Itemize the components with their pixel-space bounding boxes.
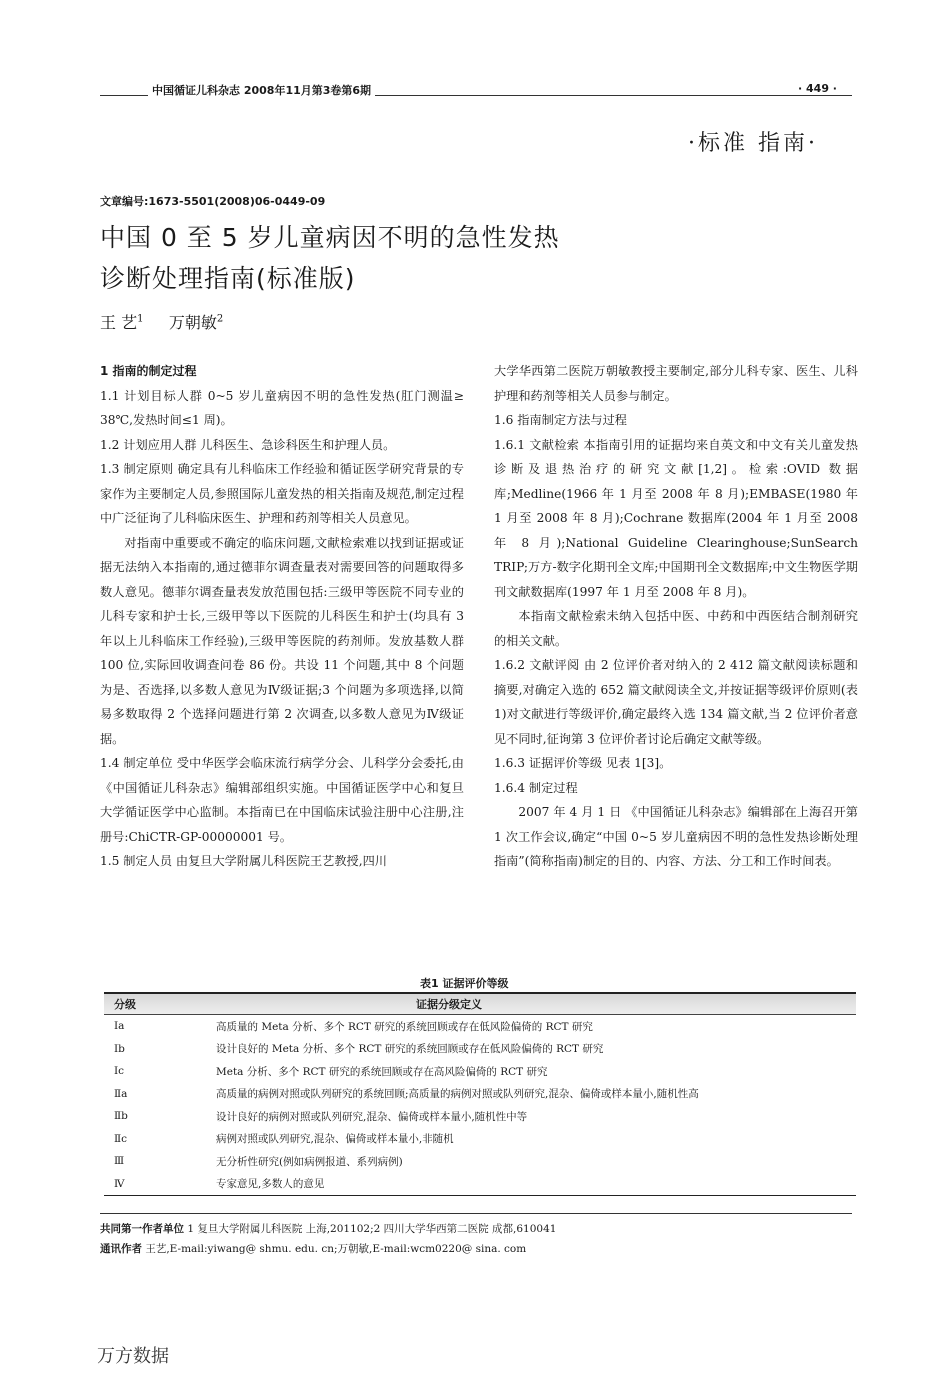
author-affiliation-mark: 1 <box>137 313 144 325</box>
definition-cell: 高质量的 Meta 分析、多个 RCT 研究的系统回顾或存在低风险偏倚的 RCT 研究 <box>216 1020 593 1033</box>
author-name: 王 艺 <box>100 313 138 332</box>
grade-cell: Ⅲ <box>114 1155 125 1168</box>
right-text-column <box>494 359 858 874</box>
table-header-row <box>104 994 856 1015</box>
article-title-line1: 中国 0 至 5 岁儿童病因不明的急性发热 <box>100 223 560 252</box>
affiliation-footnote <box>100 1221 556 1236</box>
paragraph: 大学华西第二医院万朝敏教授主要制定,部分儿科专家、医生、儿科护理和药剂等相关人员参与制定。 <box>494 364 858 403</box>
author-name: 万朝敏 <box>168 313 217 332</box>
definition-cell: 专家意见,多数人的意见 <box>216 1178 325 1191</box>
paragraph: 对指南中重要或不确定的临床问题,文献检索难以找到证据或证据无法纳入本指南的,通过德菲尔调查量表对需要回答的问题取得多数人意见。德菲尔调查量表发放范围包括:三级甲等医院不同专业的儿科专家和护士长,三级甲等以下医院的儿科医生和护士(均具有 3 年以上儿科临床工作经验),三级甲等医院的药剂师。发放基数人群 100 位,实际回收调查问卷 86 份。共设 11 个问题,其中 8 个问题为是、否选择,以多数人意见为Ⅳ级证据;3 个问题为多项选择,以简易多数取得 2 个选择问题进行第 2 次调查,以多数人意见为Ⅳ级证据。 <box>100 535 464 746</box>
table-row <box>104 1015 856 1038</box>
author-affiliation-mark: 2 <box>216 313 224 325</box>
table-row <box>104 1038 856 1061</box>
correspondence-text: 王艺,E-mail:yiwang@ shmu. edu. cn;万朝敏,E-mail:wcm0220@ sina. com <box>142 1243 527 1255</box>
paragraph: 2007 年 4 月 1 日 《中国循证儿科杂志》编辑部在上海召开第 1 次工作会议,确定“中国 0~5 岁儿童病因不明的急性发热诊断处理指南”(简称指南)制定的目的、内容、方法、分工和工作时间表。 <box>494 805 858 868</box>
paragraph: 1.4 制定单位 受中华医学会临床流行病学分会、儿科学分会委托,由《中国循证儿科杂志》编辑部组织实施。中国循证医学中心和复旦大学循证医学中心监制。本指南已在中国临床试验注册中心注册,注册号:ChiCTR-GP-00000001 号。 <box>100 756 464 844</box>
footnote-rule <box>100 1213 852 1214</box>
table-header-definition: 证据分级定义 <box>416 998 482 1011</box>
affiliation-text: 1 复旦大学附属儿科医院 上海,201102;2 四川大学华西第二医院 成都,610041 <box>184 1223 557 1235</box>
table-row <box>104 1173 856 1196</box>
watermark: 万方数据 <box>97 1346 169 1367</box>
paragraph: 1.6.1 文献检索 本指南引用的证据均来自英文和中文有关儿童发热诊断及退热治疗的研究文献[1,2]。检索:OVID 数据库;Medline(1966 年 1 月至 2008 年 8 月);EMBASE(1980 年 1 月至 2008 年 8 月);Cochrane 数据库(2004 年 1 月至 2008 年 8 月);National Guideline Clearinghouse;SunSearch TRIP;万方-数字化期刊全文库;中国期刊全文数据库;中文生物医学期刊文献数据库(1997 年 1 月至 2008 年 8 月)。 <box>494 437 858 599</box>
article-title-line2: 诊断处理指南(标准版) <box>100 264 356 293</box>
paragraph: 1.6.4 制定过程 <box>494 780 578 795</box>
grade-cell: Ⅱb <box>114 1110 128 1123</box>
paragraph: 1.6 指南制定方法与过程 <box>494 413 627 427</box>
table-row <box>104 1105 856 1128</box>
table-body <box>104 1015 856 1195</box>
paragraph: 本指南文献检索未纳入包括中医、中药和中西医结合制剂研究的相关文献。 <box>494 609 858 648</box>
table-header-grade: 分级 <box>114 998 136 1011</box>
affiliation-label: 共同第一作者单位 <box>100 1223 184 1235</box>
grade-cell: Ⅰc <box>114 1065 125 1078</box>
definition-cell: Meta 分析、多个 RCT 研究的系统回顾或存在高风险偏倚的 RCT 研究 <box>216 1065 548 1078</box>
grade-cell: Ⅰa <box>114 1020 125 1033</box>
grade-cell: Ⅰb <box>114 1042 125 1055</box>
definition-cell: 设计良好的病例对照或队列研究,混杂、偏倚或样本量小,随机性中等 <box>216 1110 528 1123</box>
paragraph: 1.6.3 证据评价等级 见表 1[3]。 <box>494 756 672 770</box>
paragraph: 1.3 制定原则 确定具有儿科临床工作经验和循证医学研究背景的专家作为主要制定人员,参照国际儿童发热的相关指南及规范,制定过程中广泛征询了儿科临床医生、护理和药剂等相关人员意见。 <box>100 462 464 525</box>
correspondence-footnote <box>100 1241 526 1256</box>
section-label: ·标准 指南· <box>688 131 818 156</box>
table-row <box>104 1150 856 1173</box>
definition-cell: 高质量的病例对照或队列研究的系统回顾;高质量的病例对照或队列研究,混杂、偏倚或样本量小,随机性高 <box>216 1088 699 1101</box>
page-number: · 449 · <box>798 82 837 95</box>
table-row <box>104 1083 856 1106</box>
section-heading: 1 指南的制定过程 <box>100 364 197 378</box>
paragraph: 1.5 制定人员 由复旦大学附属儿科医院王艺教授,四川 <box>100 854 387 868</box>
grade-cell: Ⅱa <box>114 1087 128 1100</box>
paragraph: 1.1 计划目标人群 0~5 岁儿童病因不明的急性发热(肛门测温≥ 38℃,发热时间≤1 周)。 <box>100 388 464 427</box>
definition-cell: 无分析性研究(例如病例报道、系列病例) <box>216 1155 403 1168</box>
correspondence-label: 通讯作者 <box>100 1243 142 1255</box>
evidence-grade-table <box>104 992 856 1196</box>
grade-cell: Ⅱc <box>114 1132 128 1145</box>
authors <box>100 310 223 333</box>
article-number: 文章编号:1673-5501(2008)06-0449-09 <box>100 195 326 208</box>
table-row <box>104 1128 856 1151</box>
left-text-column <box>100 359 464 874</box>
paragraph: 1.2 计划应用人群 儿科医生、急诊科医生和护理人员。 <box>100 437 396 452</box>
journal-header: 中国循证儿科杂志 2008年11月第3卷第6期 <box>148 82 375 98</box>
table-caption: 表1 证据评价等级 <box>420 977 509 990</box>
table-row <box>104 1060 856 1083</box>
definition-cell: 设计良好的 Meta 分析、多个 RCT 研究的系统回顾或存在低风险偏倚的 RCT 研究 <box>216 1043 604 1056</box>
grade-cell: Ⅳ <box>114 1177 125 1190</box>
paragraph: 1.6.2 文献评阅 由 2 位评价者对纳入的 2 412 篇文献阅读标题和摘要,对确定入选的 652 篇文献阅读全文,并按证据等级评价原则(表 1)对文献进行等级评价,确定最终入选 134 篇文献,当 2 位评价者意见不同时,征询第 3 位评价者讨论后确定文献等级。 <box>494 658 858 746</box>
definition-cell: 病例对照或队列研究,混杂、偏倚或样本量小,非随机 <box>216 1133 454 1146</box>
